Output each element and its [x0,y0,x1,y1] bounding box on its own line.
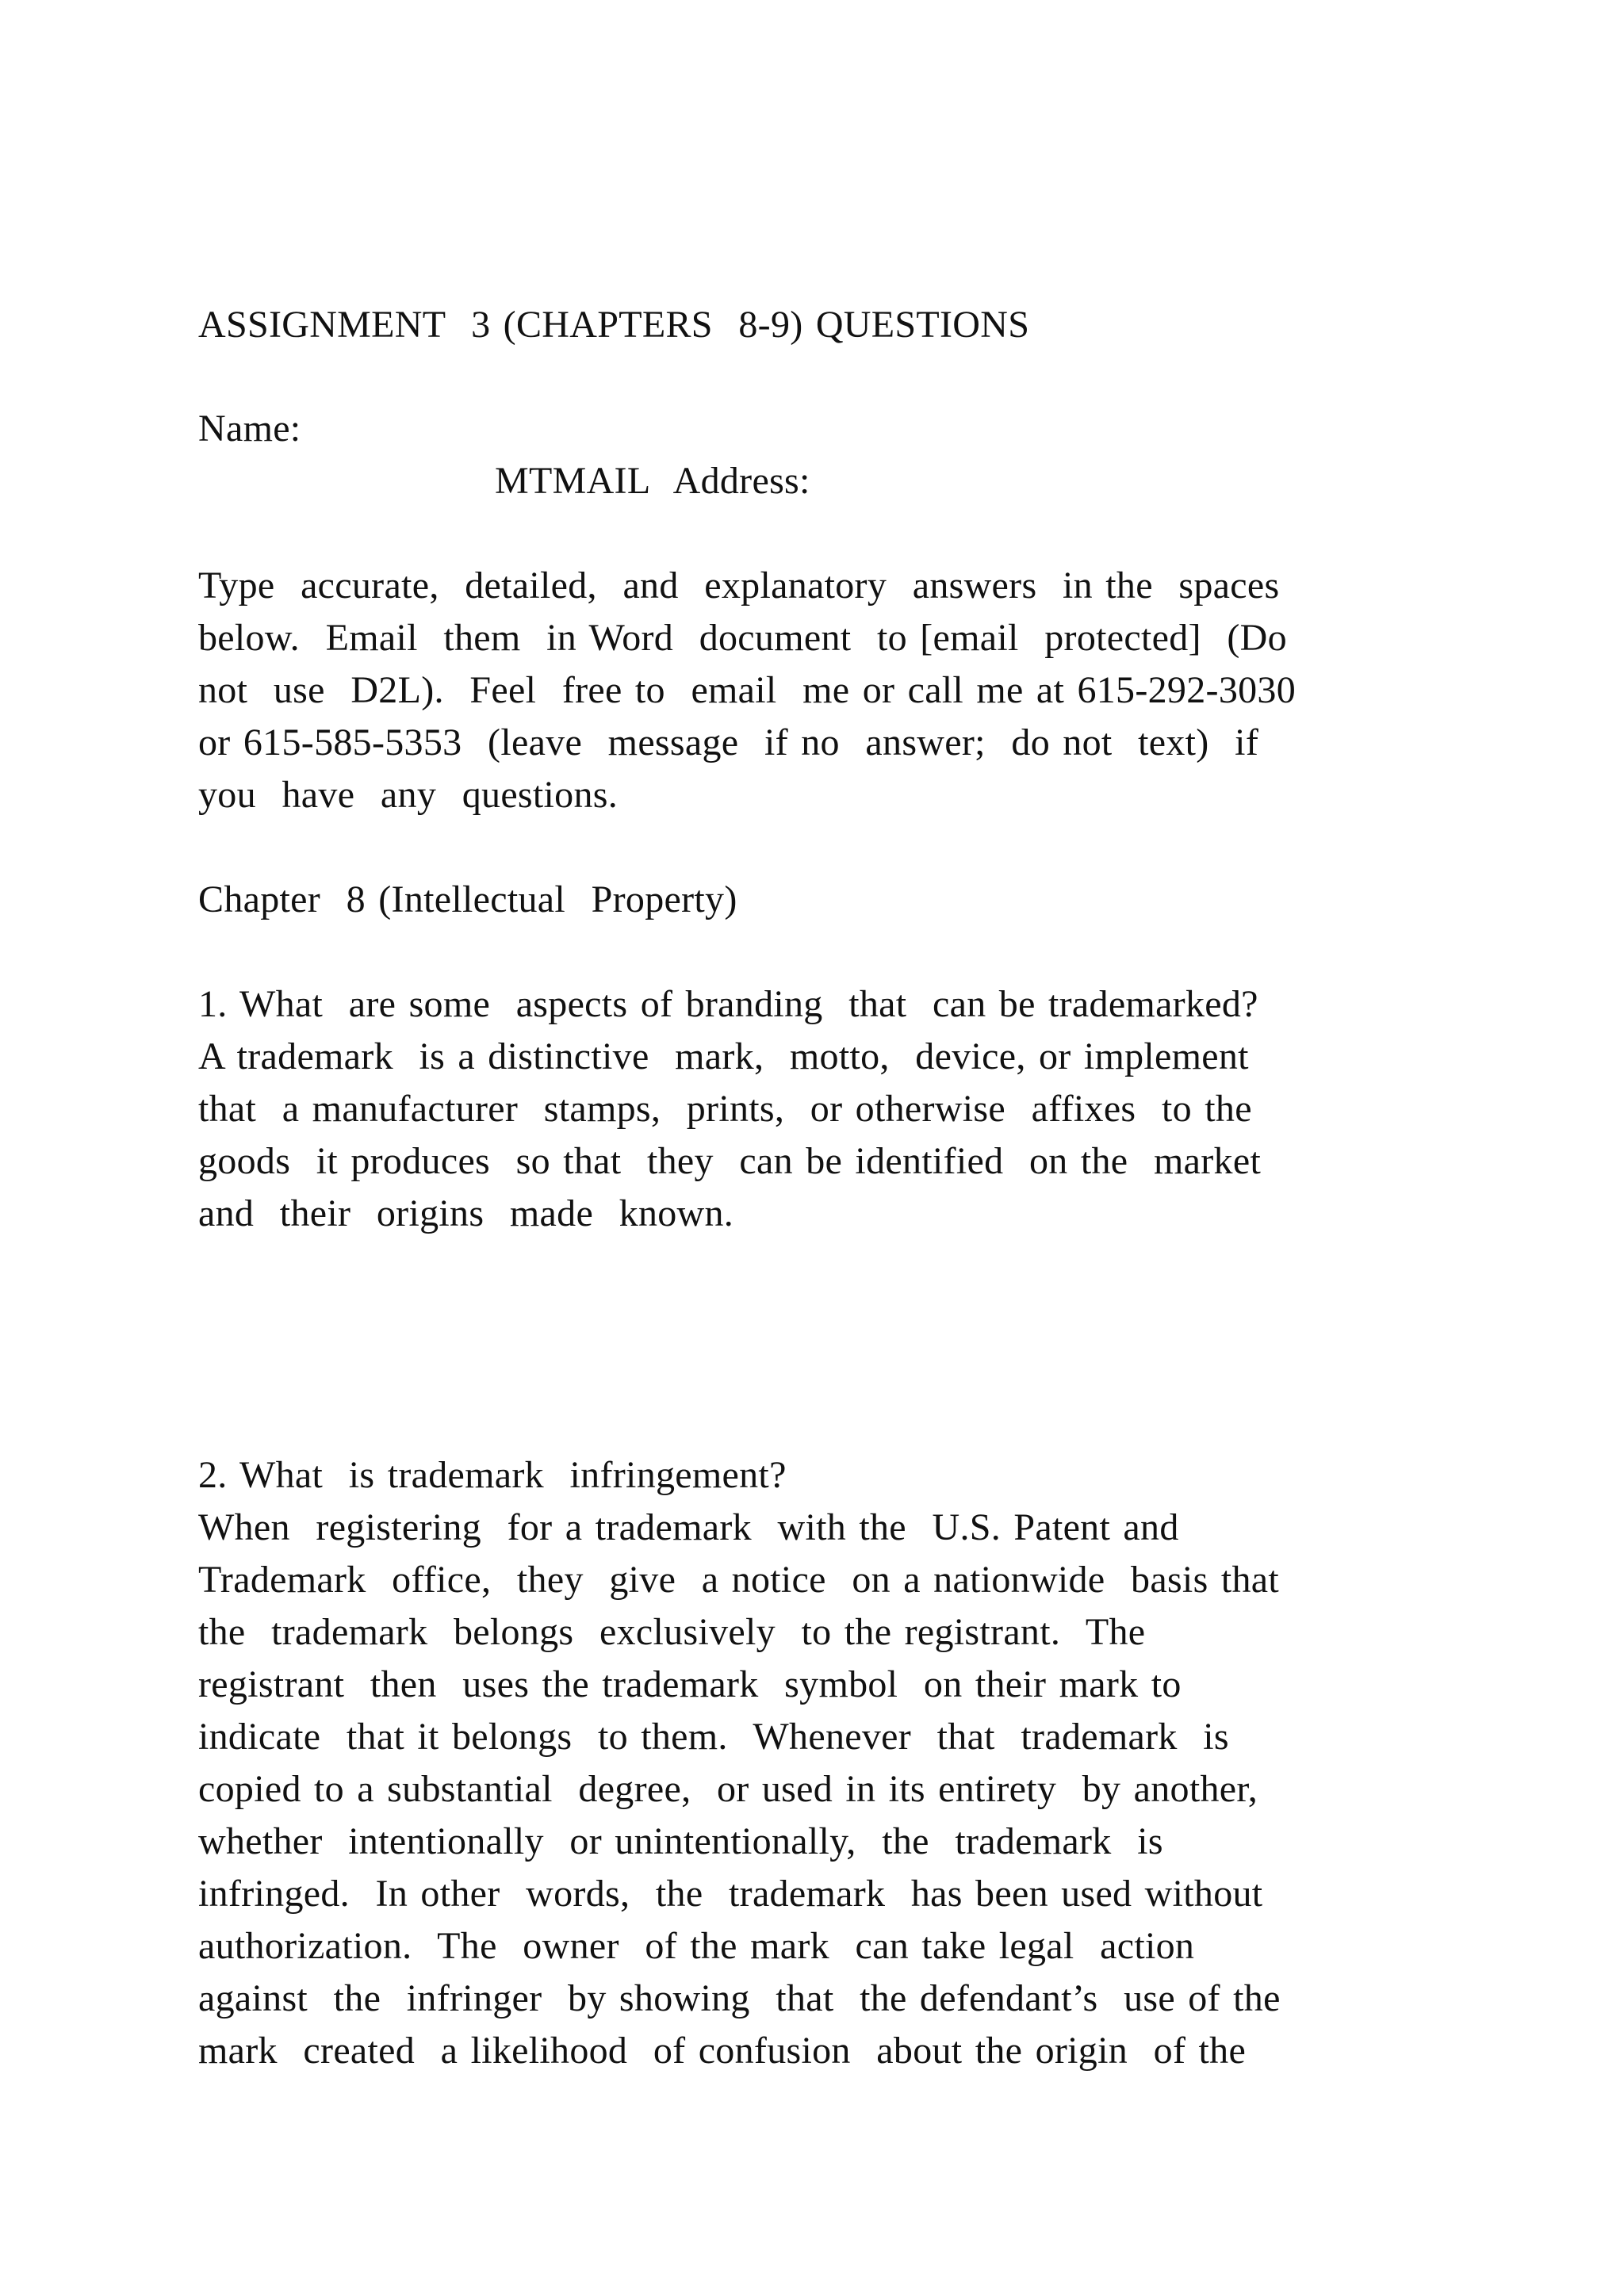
instructions-line: or 615-585-5353 (leave message if no answer; do not text) if [198,721,1259,763]
instructions-line: you have any questions. [198,774,619,816]
question-2: 2. What is trademark infringement? [198,1454,787,1496]
question-1: 1. What are some aspects of branding that can be trademarked? [198,983,1258,1025]
name-label: Name: [198,408,301,450]
instructions-line: below. Email them in Word document to [email protected] (Do [198,617,1287,659]
answer-1-line: goods it produces so that they can be identified on the market [198,1140,1262,1182]
answer-2-line: whether intentionally or unintentionally, the trademark is [198,1820,1163,1862]
answer-2-line: indicate that it belongs to them. Whenever that trademark is [198,1716,1229,1758]
answer-2-line: the trademark belongs exclusively to the registrant. The [198,1611,1146,1653]
answer-2-line: against the infringer by showing that the defendant’s use of the [198,1977,1281,2019]
chapter-heading: Chapter 8 (Intellectual Property) [198,878,737,920]
answer-1-line: and their origins made known. [198,1192,734,1234]
instructions-line: not use D2L). Feel free to email me or call me at 615-292-3030 [198,669,1297,711]
answer-2-line: mark created a likelihood of confusion about the origin of the [198,2030,1247,2072]
answer-2-line: copied to a substantial degree, or used in its entirety by another, [198,1768,1258,1810]
answer-2-line: authorization. The owner of the mark can take legal action [198,1925,1195,1967]
answer-2-line: When registering for a trademark with the U.S. Patent and [198,1506,1179,1548]
answer-2-line: Trademark office, they give a notice on a nationwide basis that [198,1559,1280,1601]
instructions-line: Type accurate, detailed, and explanatory answers in the spaces [198,564,1280,607]
mtmail-address-label: MTMAIL Address: [495,460,810,502]
answer-2-line: infringed. In other words, the trademark has been used without [198,1873,1263,1915]
answer-1-line: that a manufacturer stamps, prints, or otherwise affixes to the [198,1088,1252,1130]
answer-1-line: A trademark is a distinctive mark, motto, device, or implement [198,1035,1249,1077]
answer-2-line: registrant then uses the trademark symbol on their mark to [198,1663,1182,1705]
assignment-title: ASSIGNMENT 3 (CHAPTERS 8-9) QUESTIONS [198,304,1030,346]
